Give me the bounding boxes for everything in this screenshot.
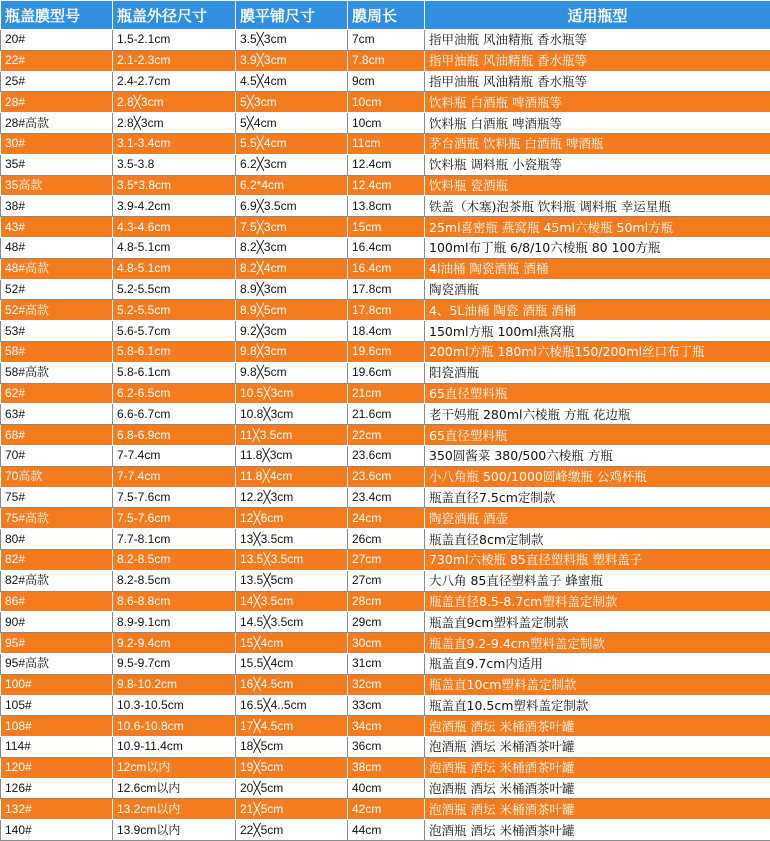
cell-flat-size: 21╳5cm xyxy=(236,799,348,820)
cell-applicable-bottle: 65直径塑料瓶 xyxy=(425,425,770,446)
cell-flat-size: 6.2╳3cm xyxy=(236,154,348,175)
cell-perimeter: 40cm xyxy=(348,778,425,799)
cell-applicable-bottle: 指甲油瓶 风油精瓶 香水瓶等 xyxy=(425,50,770,71)
cell-model: 86# xyxy=(1,591,113,612)
cell-perimeter: 27cm xyxy=(348,570,425,591)
cell-perimeter: 36cm xyxy=(348,737,425,758)
cell-outer-diameter: 7-7.4cm xyxy=(113,445,236,466)
cell-perimeter: 22cm xyxy=(348,425,425,446)
header-row xyxy=(1,1,770,30)
table-row xyxy=(1,487,770,508)
table-row xyxy=(1,820,770,841)
cell-model: 30# xyxy=(1,133,113,154)
table-row xyxy=(1,757,770,778)
cell-model: 95#高款 xyxy=(1,653,113,674)
cell-applicable-bottle: 65直径塑料瓶 xyxy=(425,383,770,404)
cell-applicable-bottle: 大八角 85直径塑料盖子 蜂蜜瓶 xyxy=(425,570,770,591)
cell-flat-size: 13.5╳5cm xyxy=(236,570,348,591)
cell-applicable-bottle: 4、5L油桶 陶瓷 酒瓶 酒桶 xyxy=(425,300,770,321)
cell-applicable-bottle: 350圆酱菜 380/500六棱瓶 方瓶 xyxy=(425,445,770,466)
table-row xyxy=(1,133,770,154)
cell-outer-diameter: 12cm以内 xyxy=(113,757,236,778)
cell-model: 80# xyxy=(1,529,113,550)
cell-applicable-bottle: 25ml喜密瓶 燕窝瓶 45ml六棱瓶 50ml方瓶 xyxy=(425,217,770,238)
cell-flat-size: 18╳5cm xyxy=(236,737,348,758)
cell-applicable-bottle: 泡酒瓶 酒坛 米桶酒茶叶罐 xyxy=(425,716,770,737)
cell-flat-size: 8.2╳4cm xyxy=(236,258,348,279)
cell-outer-diameter: 6.2-6.5cm xyxy=(113,383,236,404)
header-outer-diameter: 瓶盖外径尺寸 xyxy=(113,1,236,30)
cell-outer-diameter: 3.5*3.8cm xyxy=(113,175,236,196)
cell-flat-size: 6.9╳3.5cm xyxy=(236,196,348,217)
cell-applicable-bottle: 泡酒瓶 酒坛 米桶酒茶叶罐 xyxy=(425,737,770,758)
cell-flat-size: 3.5╳3cm xyxy=(236,30,348,51)
cell-model: 140# xyxy=(1,820,113,841)
cell-perimeter: 30cm xyxy=(348,633,425,654)
cell-perimeter: 17.8cm xyxy=(348,300,425,321)
cell-flat-size: 12.2╳3cm xyxy=(236,487,348,508)
cell-flat-size: 6.2*4cm xyxy=(236,175,348,196)
cell-applicable-bottle: 泡酒瓶 酒坛 米桶酒茶叶罐 xyxy=(425,799,770,820)
header-applicable-bottle: 适用瓶型 xyxy=(425,1,770,30)
table-row xyxy=(1,279,770,300)
cell-applicable-bottle: 陶瓷酒瓶 酒壶 xyxy=(425,508,770,529)
cell-applicable-bottle: 150ml方瓶 100ml燕窝瓶 xyxy=(425,321,770,342)
cell-applicable-bottle: 瓶盖直9cm塑料盖定制款 xyxy=(425,612,770,633)
cell-applicable-bottle: 陶瓷酒瓶 xyxy=(425,279,770,300)
cell-applicable-bottle: 老干妈瓶 280ml六棱瓶 方瓶 花边瓶 xyxy=(425,404,770,425)
cell-outer-diameter: 8.9-9.1cm xyxy=(113,612,236,633)
cell-outer-diameter: 7.5-7.6cm xyxy=(113,487,236,508)
cell-perimeter: 16.4cm xyxy=(348,258,425,279)
cell-outer-diameter: 12.6cm以内 xyxy=(113,778,236,799)
table-row xyxy=(1,154,770,175)
cell-perimeter: 19.6cm xyxy=(348,341,425,362)
cell-perimeter: 21cm xyxy=(348,383,425,404)
table-row xyxy=(1,466,770,487)
cell-outer-diameter: 6.8-6.9cm xyxy=(113,425,236,446)
cell-model: 105# xyxy=(1,695,113,716)
cell-model: 43# xyxy=(1,217,113,238)
cell-flat-size: 8.9╳3cm xyxy=(236,279,348,300)
table-row xyxy=(1,300,770,321)
table-row xyxy=(1,321,770,342)
header-model: 瓶盖膜型号 xyxy=(1,1,113,30)
cell-model: 48#高款 xyxy=(1,258,113,279)
cell-applicable-bottle: 730ml六棱瓶 85直径塑料瓶 塑料盖子 xyxy=(425,549,770,570)
cell-applicable-bottle: 瓶盖直9.2-9.4cm塑料盖定制款 xyxy=(425,633,770,654)
cell-model: 35# xyxy=(1,154,113,175)
cell-outer-diameter: 9.8-10.2cm xyxy=(113,674,236,695)
cell-outer-diameter: 10.9-11.4cm xyxy=(113,737,236,758)
cell-model: 75#高款 xyxy=(1,508,113,529)
table-row xyxy=(1,549,770,570)
cell-outer-diameter: 13.9cm以内 xyxy=(113,820,236,841)
cell-flat-size: 16╳4.5cm xyxy=(236,674,348,695)
cell-flat-size: 8.9╳5cm xyxy=(236,300,348,321)
cell-flat-size: 11.8╳3cm xyxy=(236,445,348,466)
cell-outer-diameter: 4.8-5.1cm xyxy=(113,258,236,279)
cell-applicable-bottle: 阳瓷酒瓶 xyxy=(425,362,770,383)
cell-flat-size: 9.2╳3cm xyxy=(236,321,348,342)
cell-outer-diameter: 4.8-5.1cm xyxy=(113,237,236,258)
cell-model: 25# xyxy=(1,71,113,92)
table-row xyxy=(1,591,770,612)
table-row xyxy=(1,50,770,71)
cell-applicable-bottle: 饮料瓶 调料瓶 小瓷瓶等 xyxy=(425,154,770,175)
cell-perimeter: 9cm xyxy=(348,71,425,92)
cell-applicable-bottle: 瓶盖直径8.5-8.7cm塑料盖定制款 xyxy=(425,591,770,612)
cell-perimeter: 23.4cm xyxy=(348,487,425,508)
cell-applicable-bottle: 4l油桶 陶瓷酒瓶 酒桶 xyxy=(425,258,770,279)
table-row xyxy=(1,362,770,383)
cell-flat-size: 14╳3.5cm xyxy=(236,591,348,612)
cell-outer-diameter: 5.2-5.5cm xyxy=(113,279,236,300)
cell-model: 82#高款 xyxy=(1,570,113,591)
cell-model: 63# xyxy=(1,404,113,425)
table-row xyxy=(1,175,770,196)
cell-outer-diameter: 2.1-2.3cm xyxy=(113,50,236,71)
cell-perimeter: 32cm xyxy=(348,674,425,695)
cell-outer-diameter: 9.5-9.7cm xyxy=(113,653,236,674)
cell-perimeter: 12.4cm xyxy=(348,154,425,175)
table-row xyxy=(1,529,770,550)
cell-flat-size: 5.5╳4cm xyxy=(236,133,348,154)
cell-perimeter: 23.6cm xyxy=(348,466,425,487)
table-body xyxy=(1,30,770,841)
cell-outer-diameter: 10.6-10.8cm xyxy=(113,716,236,737)
cell-model: 90# xyxy=(1,612,113,633)
cell-perimeter: 42cm xyxy=(348,799,425,820)
cell-outer-diameter: 10.3-10.5cm xyxy=(113,695,236,716)
table-row xyxy=(1,383,770,404)
table-row xyxy=(1,633,770,654)
cell-outer-diameter: 5.8-6.1cm xyxy=(113,362,236,383)
cell-outer-diameter: 13.2cm以内 xyxy=(113,799,236,820)
cell-flat-size: 5╳4cm xyxy=(236,113,348,134)
cell-outer-diameter: 2.4-2.7cm xyxy=(113,71,236,92)
cell-perimeter: 34cm xyxy=(348,716,425,737)
cell-flat-size: 7.5╳3cm xyxy=(236,217,348,238)
cell-outer-diameter: 2.8╳3cm xyxy=(113,113,236,134)
cell-model: 28#高款 xyxy=(1,113,113,134)
cell-flat-size: 20╳5cm xyxy=(236,778,348,799)
cell-outer-diameter: 1.5-2.1cm xyxy=(113,30,236,51)
cell-perimeter: 11cm xyxy=(348,133,425,154)
cell-perimeter: 38cm xyxy=(348,757,425,778)
cell-applicable-bottle: 指甲油瓶 风油精瓶 香水瓶等 xyxy=(425,30,770,51)
table-row xyxy=(1,716,770,737)
cell-outer-diameter: 8.6-8.8cm xyxy=(113,591,236,612)
cell-model: 48# xyxy=(1,237,113,258)
table-header xyxy=(1,1,770,30)
cell-flat-size: 15.5╳4cm xyxy=(236,653,348,674)
cell-outer-diameter: 3.1-3.4cm xyxy=(113,133,236,154)
cell-perimeter: 7.8cm xyxy=(348,50,425,71)
cell-perimeter: 10cm xyxy=(348,113,425,134)
cell-applicable-bottle: 饮料瓶 白酒瓶 啤酒瓶等 xyxy=(425,113,770,134)
cell-flat-size: 16.5╳4..5cm xyxy=(236,695,348,716)
table-row xyxy=(1,113,770,134)
cell-model: 22# xyxy=(1,50,113,71)
cell-perimeter: 29cm xyxy=(348,612,425,633)
cell-flat-size: 22╳5cm xyxy=(236,820,348,841)
cell-model: 35高款 xyxy=(1,175,113,196)
cell-model: 95# xyxy=(1,633,113,654)
cell-applicable-bottle: 茅台酒瓶 饮料瓶 白酒瓶 啤酒瓶 xyxy=(425,133,770,154)
cell-model: 68# xyxy=(1,425,113,446)
cell-model: 52# xyxy=(1,279,113,300)
cell-applicable-bottle: 指甲油瓶 风油精瓶 香水瓶等 xyxy=(425,71,770,92)
cell-outer-diameter: 9.2-9.4cm xyxy=(113,633,236,654)
cell-model: 58# xyxy=(1,341,113,362)
cell-outer-diameter: 8.2-8.5cm xyxy=(113,570,236,591)
cell-flat-size: 11╳3.5cm xyxy=(236,425,348,446)
cell-perimeter: 7cm xyxy=(348,30,425,51)
table-row xyxy=(1,695,770,716)
cell-model: 28# xyxy=(1,92,113,113)
cell-applicable-bottle: 瓶盖直9.7cm内适用 xyxy=(425,653,770,674)
cell-outer-diameter: 5.8-6.1cm xyxy=(113,341,236,362)
cell-perimeter: 31cm xyxy=(348,653,425,674)
cell-flat-size: 9.8╳3cm xyxy=(236,341,348,362)
cell-flat-size: 13╳3.5cm xyxy=(236,529,348,550)
table-row xyxy=(1,737,770,758)
cell-applicable-bottle: 瓶盖直径7.5cm定制款 xyxy=(425,487,770,508)
cell-outer-diameter: 3.5-3.8 xyxy=(113,154,236,175)
cell-applicable-bottle: 200ml方瓶 180ml六棱瓶150/200ml丝口布丁瓶 xyxy=(425,341,770,362)
cell-outer-diameter: 4.3-4.6cm xyxy=(113,217,236,238)
cell-perimeter: 10cm xyxy=(348,92,425,113)
cell-applicable-bottle: 饮料瓶 瓷酒瓶 xyxy=(425,175,770,196)
cell-model: 20# xyxy=(1,30,113,51)
cell-outer-diameter: 7.5-7.6cm xyxy=(113,508,236,529)
cell-applicable-bottle: 泡酒瓶 酒坛 米桶酒茶叶罐 xyxy=(425,820,770,841)
cell-flat-size: 17╳4.5cm xyxy=(236,716,348,737)
cell-perimeter: 13.8cm xyxy=(348,196,425,217)
cell-flat-size: 9.8╳5cm xyxy=(236,362,348,383)
table-row xyxy=(1,217,770,238)
cell-perimeter: 18.4cm xyxy=(348,321,425,342)
cell-perimeter: 27cm xyxy=(348,549,425,570)
table-row xyxy=(1,30,770,51)
cell-flat-size: 5╳3cm xyxy=(236,92,348,113)
cell-model: 62# xyxy=(1,383,113,404)
cell-perimeter: 24cm xyxy=(348,508,425,529)
cell-applicable-bottle: 铁盖（木塞)泡茶瓶 饮料瓶 调料瓶 幸运星瓶 xyxy=(425,196,770,217)
cell-perimeter: 15cm xyxy=(348,217,425,238)
cell-model: 100# xyxy=(1,674,113,695)
cell-model: 38# xyxy=(1,196,113,217)
table-row xyxy=(1,653,770,674)
cell-outer-diameter: 5.2-5.5cm xyxy=(113,300,236,321)
cell-flat-size: 10.8╳3cm xyxy=(236,404,348,425)
cell-flat-size: 3.9╳3cm xyxy=(236,50,348,71)
cell-perimeter: 23.6cm xyxy=(348,445,425,466)
cell-flat-size: 10.5╳3cm xyxy=(236,383,348,404)
cell-flat-size: 14.5╳3.5cm xyxy=(236,612,348,633)
cell-perimeter: 12.4cm xyxy=(348,175,425,196)
cell-perimeter: 21.6cm xyxy=(348,404,425,425)
cell-flat-size: 11.8╳4cm xyxy=(236,466,348,487)
cell-model: 108# xyxy=(1,716,113,737)
cell-perimeter: 44cm xyxy=(348,820,425,841)
table-row xyxy=(1,237,770,258)
cell-model: 120# xyxy=(1,757,113,778)
cell-outer-diameter: 2.8╳3cm xyxy=(113,92,236,113)
cell-model: 114# xyxy=(1,737,113,758)
cell-flat-size: 12╳6cm xyxy=(236,508,348,529)
table-row xyxy=(1,258,770,279)
cell-applicable-bottle: 100ml布丁瓶 6/8/10六棱瓶 80 100方瓶 xyxy=(425,237,770,258)
table-row xyxy=(1,425,770,446)
cell-model: 75# xyxy=(1,487,113,508)
cell-flat-size: 4.5╳4cm xyxy=(236,71,348,92)
cell-model: 52#高款 xyxy=(1,300,113,321)
cell-applicable-bottle: 泡酒瓶 酒坛 米桶酒茶叶罐 xyxy=(425,757,770,778)
cell-flat-size: 19╳5cm xyxy=(236,757,348,778)
cell-applicable-bottle: 瓶盖直10cm塑料盖定制款 xyxy=(425,674,770,695)
header-perimeter: 膜周长 xyxy=(348,1,425,30)
cell-outer-diameter: 3.9-4.2cm xyxy=(113,196,236,217)
cell-perimeter: 28cm xyxy=(348,591,425,612)
table-row xyxy=(1,612,770,633)
cell-applicable-bottle: 瓶盖直径8cm定制款 xyxy=(425,529,770,550)
cell-applicable-bottle: 瓶盖直10.5cm塑料盖定制款 xyxy=(425,695,770,716)
cell-outer-diameter: 6.6-6.7cm xyxy=(113,404,236,425)
cell-flat-size: 15╳4cm xyxy=(236,633,348,654)
cell-flat-size: 13.5╳3.5cm xyxy=(236,549,348,570)
cell-model: 53# xyxy=(1,321,113,342)
cell-applicable-bottle: 小八角瓶 500/1000圆峰缴瓶 公鸡杯瓶 xyxy=(425,466,770,487)
table-row xyxy=(1,341,770,362)
table-row xyxy=(1,445,770,466)
table-row xyxy=(1,404,770,425)
cell-applicable-bottle: 泡酒瓶 酒坛 米桶酒茶叶罐 xyxy=(425,778,770,799)
cell-applicable-bottle: 饮料瓶 白酒瓶 啤酒瓶等 xyxy=(425,92,770,113)
cell-outer-diameter: 5.6-5.7cm xyxy=(113,321,236,342)
table-row xyxy=(1,799,770,820)
table-row xyxy=(1,508,770,529)
cell-perimeter: 19.6cm xyxy=(348,362,425,383)
header-flat-size: 膜平铺尺寸 xyxy=(236,1,348,30)
cell-perimeter: 16.4cm xyxy=(348,237,425,258)
cell-model: 70# xyxy=(1,445,113,466)
cell-model: 82# xyxy=(1,549,113,570)
cell-model: 132# xyxy=(1,799,113,820)
table-row xyxy=(1,778,770,799)
cell-model: 126# xyxy=(1,778,113,799)
cell-outer-diameter: 8.2-8.5cm xyxy=(113,549,236,570)
table-row xyxy=(1,71,770,92)
cell-perimeter: 33cm xyxy=(348,695,425,716)
table-row xyxy=(1,196,770,217)
cell-perimeter: 17.8cm xyxy=(348,279,425,300)
cell-model: 70高款 xyxy=(1,466,113,487)
table-row xyxy=(1,92,770,113)
cell-flat-size: 8.2╳3cm xyxy=(236,237,348,258)
cell-outer-diameter: 7.7-8.1cm xyxy=(113,529,236,550)
table-row xyxy=(1,674,770,695)
table-row xyxy=(1,570,770,591)
cell-model: 58#高款 xyxy=(1,362,113,383)
cell-outer-diameter: 7-7.4cm xyxy=(113,466,236,487)
cell-perimeter: 26cm xyxy=(348,529,425,550)
